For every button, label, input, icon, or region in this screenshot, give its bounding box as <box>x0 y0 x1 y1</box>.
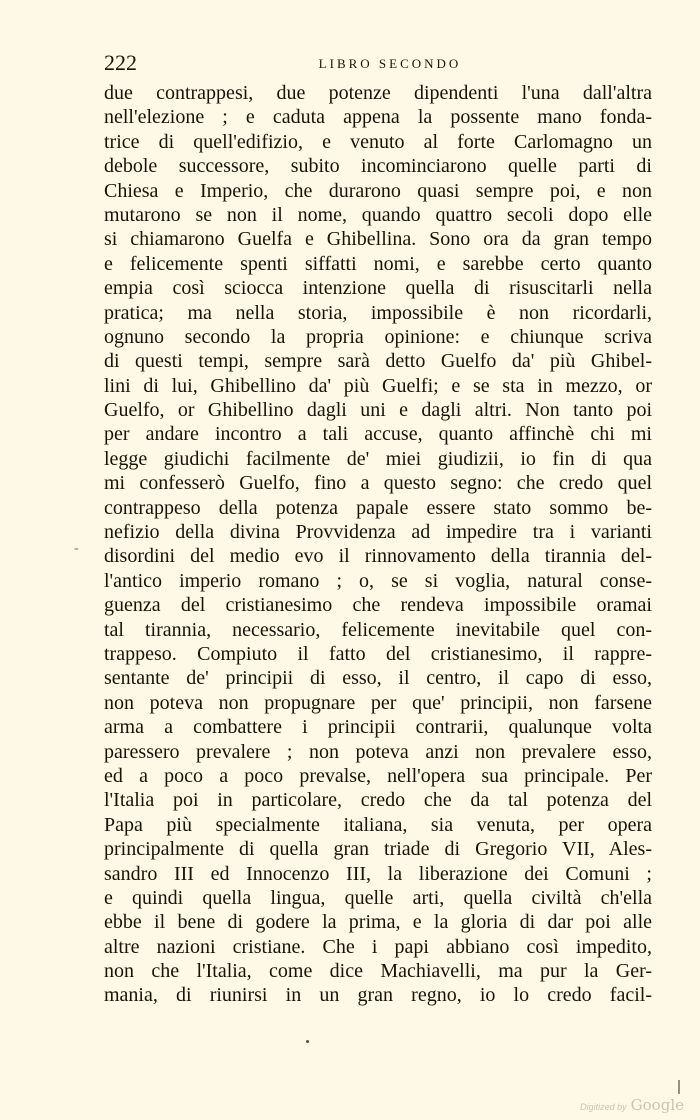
text-line: Guelfo, or Ghibellino dagli uni e dagli altri. Non tanto poi <box>104 399 652 422</box>
text-line: arma a combattere i principii contrarii, qualunque volta <box>104 716 652 739</box>
watermark-prefix: Digitized by <box>580 1102 627 1112</box>
text-line: paressero prevalere ; non poteva anzi non prevalere esso, <box>104 740 652 763</box>
text-line: e quindi quella lingua, quelle arti, quella civiltà ch'ella <box>104 886 652 909</box>
text-line: l'Italia poi in particolare, credo che da tal potenza del <box>104 789 652 812</box>
text-line: principalmente di quella gran triade di Gregorio VII, Ales- <box>104 838 652 861</box>
text-line: due contrappesi, due potenze dipendenti l'una dall'altra <box>104 82 652 104</box>
text-line: pratica; ma nella storia, impossibile è non ricordarli, <box>104 301 652 324</box>
text-line: sentante de' principii di esso, il centro, il capo di esso, <box>104 667 652 690</box>
text-line: guenza del cristianesimo che rendeva impossibile oramai <box>104 594 652 617</box>
text-line: mania, di riunirsi in un gran regno, io lo credo facil- <box>104 984 652 1007</box>
text-line: non poteva non propugnare per que' principii, non farsene <box>104 691 652 714</box>
digitization-watermark <box>580 1098 684 1114</box>
text-line: mi confesserò Guelfo, fino a questo segno: che credo quel <box>104 472 652 495</box>
text-line: Papa più specialmente italiana, sia venuta, per opera <box>104 813 652 836</box>
text-line: nell'elezione ; e caduta appena la possente mano fonda- <box>104 106 652 129</box>
text-line: l'antico imperio romano ; o, se si voglia, natural conse- <box>104 569 652 592</box>
text-line: per andare incontro a tali accuse, quanto affinchè chi mi <box>104 423 652 446</box>
text-line: altre nazioni cristiane. Che i papi abbiano così impedito, <box>104 935 652 958</box>
text-line: ebbe il bene di godere la prima, e la gloria di dar poi alle <box>104 911 652 934</box>
text-line: nefizio della divina Provvidenza ad impedire tra i varianti <box>104 521 652 544</box>
page-edge-mark <box>678 1080 680 1094</box>
text-line: si chiamarono Guelfa e Ghibellina. Sono ora da gran tempo <box>104 228 652 251</box>
ink-dot <box>306 1040 309 1043</box>
text-line: ed a poco a poco prevalse, nell'opera sua principale. Per <box>104 764 652 787</box>
text-line: ognuno secondo la propria opinione: e chiunque scriva <box>104 325 652 348</box>
running-head: LIBRO SECONDO <box>318 56 462 71</box>
text-line: mutarono se non il nome, quando quattro secoli dopo elle <box>104 203 652 226</box>
text-line: empia così sciocca intenzione quella di risuscitarli nella <box>104 277 652 300</box>
margin-mark: - <box>74 541 79 556</box>
google-logo: Google <box>630 1096 684 1114</box>
text-line: trappeso. Compiuto il fatto del cristianesimo, il rappre- <box>104 642 652 665</box>
text-line: contrappeso della potenza papale essere stato sommo be- <box>104 496 652 519</box>
body-text <box>104 81 652 1008</box>
page-number: 222 <box>104 50 137 75</box>
text-line: sandro III ed Innocenzo III, la liberazione dei Comuni ; <box>104 862 652 885</box>
text-line: non che l'Italia, come dice Machiavelli, ma pur la Ger- <box>104 960 652 983</box>
text-line: legge giudichi facilmente de' miei giudizii, io fin di qua <box>104 447 652 470</box>
text-line: e felicemente spenti siffatti nomi, e sarebbe certo quanto <box>104 252 652 275</box>
text-line: trice di quell'edifizio, e venuto al forte Carlomagno un <box>104 130 652 153</box>
text-line: Chiesa e Imperio, che durarono quasi sempre poi, e non <box>104 179 652 202</box>
text-line: disordini del medio evo il rinnovamento della tirannia del- <box>104 545 652 568</box>
text-line: tal tirannia, necessario, felicemente inevitabile quel con- <box>104 618 652 641</box>
page-header <box>104 50 652 80</box>
text-line: lini di lui, Ghibellino da' più Guelfi; e se sta in mezzo, or <box>104 374 652 397</box>
text-line: di questi tempi, sempre sarà detto Guelfo da' più Ghibel- <box>104 350 652 373</box>
text-line: debole successore, subito incominciarono quelle parti di <box>104 155 652 178</box>
